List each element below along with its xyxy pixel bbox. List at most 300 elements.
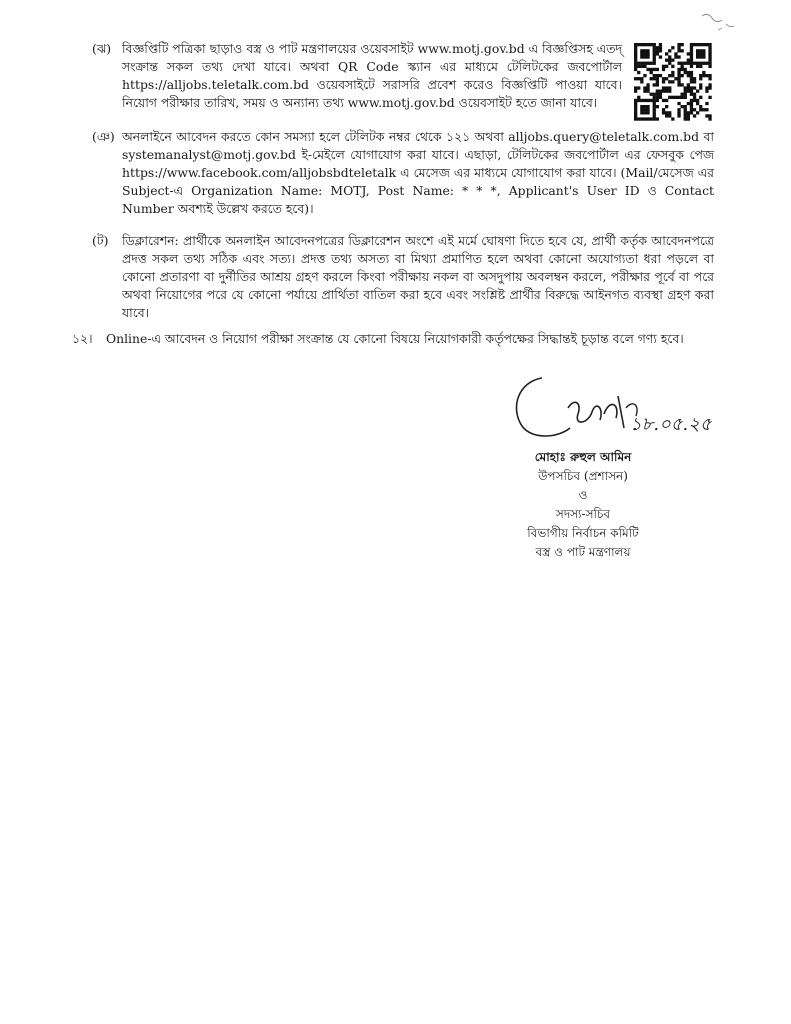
qr-module	[653, 111, 656, 114]
qr-module	[705, 43, 708, 46]
qr-module	[634, 46, 637, 49]
qr-module	[699, 105, 702, 108]
qr-module	[674, 96, 677, 99]
qr-module	[687, 52, 690, 55]
qr-module	[637, 99, 640, 102]
qr-module	[702, 74, 705, 77]
qr-module	[637, 62, 640, 65]
qr-module	[681, 105, 684, 108]
qr-module	[640, 62, 643, 65]
qr-module	[634, 105, 637, 108]
qr-module	[662, 111, 665, 114]
qr-module	[656, 80, 659, 83]
qr-module	[690, 65, 693, 68]
qr-module	[637, 71, 640, 74]
qr-module	[643, 52, 646, 55]
qr-module	[643, 86, 646, 89]
qr-module	[687, 114, 690, 117]
qr-module	[677, 96, 680, 99]
qr-module	[693, 93, 696, 96]
qr-module	[646, 86, 649, 89]
qr-module	[653, 68, 656, 71]
qr-module	[650, 68, 653, 71]
clause-ta	[92, 232, 714, 320]
qr-module	[653, 43, 656, 46]
signatory-designation: উপসচিব (প্রশাসন)	[538, 469, 628, 483]
qr-module	[640, 55, 643, 58]
qr-module	[699, 65, 702, 68]
qr-module	[634, 114, 637, 117]
qr-module	[696, 43, 699, 46]
qr-module	[659, 43, 662, 46]
qr-module	[674, 55, 677, 58]
qr-module	[702, 55, 705, 58]
qr-module	[653, 105, 656, 108]
qr-module	[643, 55, 646, 58]
qr-module	[653, 62, 656, 65]
qr-module	[634, 43, 637, 46]
qr-module	[643, 105, 646, 108]
qr-module	[705, 108, 708, 111]
qr-module	[668, 90, 671, 93]
paragraph-14	[72, 330, 712, 348]
qr-module	[659, 55, 662, 58]
qr-module	[668, 49, 671, 52]
qr-module	[696, 90, 699, 93]
qr-module	[643, 117, 646, 120]
qr-module	[696, 102, 699, 105]
qr-module	[646, 52, 649, 55]
qr-module	[662, 90, 665, 93]
qr-module	[690, 52, 693, 55]
qr-module	[659, 74, 662, 77]
qr-module	[634, 65, 637, 68]
qr-module	[643, 111, 646, 114]
clause-nya	[92, 128, 714, 224]
qr-module	[656, 52, 659, 55]
qr-module	[687, 62, 690, 65]
qr-module	[646, 68, 649, 71]
qr-module	[699, 96, 702, 99]
qr-module	[634, 55, 637, 58]
qr-module	[665, 86, 668, 89]
qr-module	[668, 80, 671, 83]
qr-module	[653, 96, 656, 99]
qr-module	[677, 77, 680, 80]
qr-module	[634, 62, 637, 65]
qr-module	[708, 46, 711, 49]
qr-module	[646, 117, 649, 120]
qr-module	[668, 74, 671, 77]
qr-module	[665, 111, 668, 114]
qr-module	[687, 117, 690, 120]
qr-module	[643, 62, 646, 65]
qr-module	[705, 114, 708, 117]
qr-module	[637, 43, 640, 46]
qr-module	[662, 86, 665, 89]
qr-module	[662, 108, 665, 111]
qr-module	[634, 86, 637, 89]
clause-jha	[92, 40, 622, 118]
qr-module	[640, 65, 643, 68]
signatory-role: সদস্য-সচিব	[555, 507, 611, 521]
qr-module	[671, 74, 674, 77]
qr-module	[668, 86, 671, 89]
qr-module	[650, 99, 653, 102]
qr-module	[696, 99, 699, 102]
qr-module	[634, 108, 637, 111]
qr-module	[656, 90, 659, 93]
qr-module	[693, 62, 696, 65]
qr-module	[684, 90, 687, 93]
qr-module	[702, 52, 705, 55]
qr-module	[671, 59, 674, 62]
qr-module	[699, 83, 702, 86]
qr-module	[640, 99, 643, 102]
qr-module	[690, 59, 693, 62]
qr-module	[653, 102, 656, 105]
qr-module	[671, 80, 674, 83]
qr-module	[662, 77, 665, 80]
qr-module	[646, 62, 649, 65]
qr-module	[687, 74, 690, 77]
qr-module	[665, 105, 668, 108]
qr-module	[684, 68, 687, 71]
qr-module	[656, 93, 659, 96]
qr-module	[646, 55, 649, 58]
qr-module	[646, 99, 649, 102]
qr-module	[656, 83, 659, 86]
qr-module	[653, 108, 656, 111]
qr-module	[690, 105, 693, 108]
qr-module	[690, 43, 693, 46]
qr-module	[699, 86, 702, 89]
qr-module	[634, 117, 637, 120]
qr-module	[684, 96, 687, 99]
qr-module	[656, 96, 659, 99]
qr-module	[646, 43, 649, 46]
qr-module	[690, 111, 693, 114]
qr-module	[690, 93, 693, 96]
qr-module	[643, 90, 646, 93]
qr-module	[702, 108, 705, 111]
qr-module	[708, 62, 711, 65]
qr-module	[699, 108, 702, 111]
qr-module	[684, 71, 687, 74]
clause-marker: (ঞ)	[92, 129, 115, 144]
qr-module	[653, 55, 656, 58]
qr-module	[674, 52, 677, 55]
qr-module	[671, 117, 674, 120]
qr-module	[634, 111, 637, 114]
qr-module	[708, 74, 711, 77]
signatory-name: মোহাঃ রুহুল আমিন	[534, 450, 632, 464]
qr-module	[656, 46, 659, 49]
qr-module	[650, 62, 653, 65]
qr-module	[677, 102, 680, 105]
qr-module	[634, 68, 637, 71]
qr-module	[646, 105, 649, 108]
qr-module	[656, 117, 659, 120]
qr-module	[677, 62, 680, 65]
qr-module	[690, 46, 693, 49]
qr-module	[677, 71, 680, 74]
qr-module	[665, 90, 668, 93]
qr-module	[708, 49, 711, 52]
qr-module	[653, 59, 656, 62]
qr-module	[708, 52, 711, 55]
qr-module	[693, 99, 696, 102]
paragraph-text: Online-এ আবেদন ও নিয়োগ পরীক্ষা সংক্রান্ত যে কোনো বিষয়ে নিয়োগকারী কর্তৃপক্ষের সিদ্ধান্তই চূড়ান্ত বলে গণ্য হবে।	[105, 331, 684, 346]
qr-module	[687, 111, 690, 114]
qr-module	[634, 52, 637, 55]
qr-module	[668, 96, 671, 99]
qr-module	[671, 46, 674, 49]
qr-module	[708, 117, 711, 120]
qr-module	[696, 52, 699, 55]
qr-module	[671, 96, 674, 99]
qr-module	[668, 111, 671, 114]
qr-module	[699, 77, 702, 80]
qr-module	[690, 80, 693, 83]
qr-module	[634, 99, 637, 102]
qr-module	[668, 114, 671, 117]
qr-module	[634, 77, 637, 80]
qr-module	[684, 105, 687, 108]
qr-module	[693, 96, 696, 99]
qr-module	[693, 77, 696, 80]
qr-module	[687, 83, 690, 86]
qr-module	[690, 49, 693, 52]
qr-module	[693, 108, 696, 111]
qr-module	[637, 77, 640, 80]
qr-module	[659, 46, 662, 49]
qr-module	[665, 99, 668, 102]
qr-module	[637, 117, 640, 120]
qr-module	[668, 59, 671, 62]
qr-module	[634, 49, 637, 52]
qr-module	[674, 77, 677, 80]
qr-module	[637, 96, 640, 99]
qr-module	[681, 62, 684, 65]
qr-module	[699, 74, 702, 77]
qr-module	[696, 49, 699, 52]
qr-module	[681, 68, 684, 71]
qr-module	[690, 71, 693, 74]
qr-module	[677, 108, 680, 111]
qr-module	[653, 83, 656, 86]
corner-pen-mark	[698, 6, 738, 36]
qr-module	[653, 114, 656, 117]
signatory-ministry: বস্ত্র ও পাট মন্ত্রণালয়	[535, 545, 631, 559]
qr-module	[693, 114, 696, 117]
qr-module	[634, 102, 637, 105]
qr-module	[677, 74, 680, 77]
qr-module	[656, 77, 659, 80]
qr-module	[643, 65, 646, 68]
qr-module	[693, 80, 696, 83]
qr-module	[705, 86, 708, 89]
qr-module	[687, 90, 690, 93]
qr-module	[708, 114, 711, 117]
qr-module	[640, 108, 643, 111]
qr-module	[677, 46, 680, 49]
qr-module	[650, 117, 653, 120]
qr-module	[690, 86, 693, 89]
qr-module	[696, 65, 699, 68]
qr-module	[646, 111, 649, 114]
qr-module	[677, 83, 680, 86]
qr-module	[687, 71, 690, 74]
qr-module	[696, 55, 699, 58]
qr-module	[662, 99, 665, 102]
qr-module	[677, 55, 680, 58]
qr-module	[684, 108, 687, 111]
qr-module	[677, 43, 680, 46]
qr-module	[681, 65, 684, 68]
clause-text: ডিক্লারেশন: প্রার্থীকে অনলাইন আবেদনপত্রের ডিক্লারেশন অংশে এই মর্মে ঘোষণা দিতে হবে যে, প্রার্থী কর্তৃক আবেদনপত্রে প্রদত্ত সকল তথ্য সঠিক এবং সত্য। প্রদত্ত তথ্য অসত্য বা মিথ্যা প্রমাণিত হলে অথবা কোনো অযোগ্যতা ধরা পড়লে বা কোনো প্রতারণা বা দুর্নীতির আশ্রয় গ্রহণ করলে কিংবা পরীক্ষায় নকল বা অসদুপায় অবলম্বন করলে, পরীক্ষার পূর্বে বা পরে অথবা নিয়োগের পরে যে কোনো পর্যায়ে প্রার্থিতা বাতিল করা হবে এবং সংশ্লিষ্ট প্রার্থীর বিরুদ্ধে আইনগত ব্যবস্থা গ্রহণ করা যাবে।	[122, 233, 714, 320]
qr-module	[643, 43, 646, 46]
qr-module	[702, 49, 705, 52]
qr-module	[705, 62, 708, 65]
qr-module	[659, 93, 662, 96]
qr-module	[690, 62, 693, 65]
qr-module	[699, 43, 702, 46]
qr-module	[671, 71, 674, 74]
qr-module	[668, 55, 671, 58]
qr-module	[708, 55, 711, 58]
qr-module	[653, 117, 656, 120]
qr-module	[634, 90, 637, 93]
qr-module	[640, 49, 643, 52]
qr-module	[656, 105, 659, 108]
qr-module	[681, 83, 684, 86]
clause-marker: (ঝ)	[92, 41, 112, 56]
qr-module	[684, 86, 687, 89]
qr-module	[699, 55, 702, 58]
qr-module	[702, 43, 705, 46]
qr-module	[708, 77, 711, 80]
qr-module	[659, 90, 662, 93]
clause-text: অনলাইনে আবেদন করতে কোন সমস্যা হলে টেলিটক নম্বর থেকে ১২১ অথবা alljobs.query@teletalk.com.bd বা systemanalyst@motj.gov.bd ই-মেইলে যোগাযোগ করা যাবে। এছাড়া, টেলিটকের জবপোর্টাল এর ফেসবুক পেজ https://www.facebook.com/alljobsbdteletalk এ মেসেজ এর মাধ্যমে যোগাযোগ করা যাবে। (Mail/মেসেজ এর Subject-এ Organization Name: MOTJ, Post Name: * * *, Applicant's User ID ও Contact Number অবশ্যই উল্লেখ করতে হবে)।	[122, 129, 714, 216]
qr-module	[640, 111, 643, 114]
qr-module	[702, 62, 705, 65]
qr-module	[699, 52, 702, 55]
clause-marker: (ট)	[92, 233, 109, 248]
qr-module	[690, 74, 693, 77]
qr-module	[656, 74, 659, 77]
qr-module	[708, 96, 711, 99]
qr-module	[656, 99, 659, 102]
qr-module	[687, 59, 690, 62]
qr-module	[665, 114, 668, 117]
qr-module	[708, 65, 711, 68]
qr-module	[637, 86, 640, 89]
qr-module	[681, 49, 684, 52]
qr-module	[699, 49, 702, 52]
signatory-conjunction: ও	[578, 488, 588, 502]
qr-module	[708, 83, 711, 86]
qr-module	[690, 55, 693, 58]
qr-module	[640, 117, 643, 120]
qr-module	[646, 90, 649, 93]
qr-module	[699, 62, 702, 65]
qr-module	[677, 49, 680, 52]
qr-module	[653, 74, 656, 77]
qr-module	[646, 83, 649, 86]
qr-module	[681, 43, 684, 46]
qr-module	[646, 108, 649, 111]
qr-module	[690, 108, 693, 111]
qr-module	[656, 68, 659, 71]
qr-module	[702, 71, 705, 74]
qr-module	[653, 49, 656, 52]
qr-module	[677, 114, 680, 117]
paragraph-number: ১২।	[72, 331, 93, 346]
signatory-block	[508, 448, 658, 562]
qr-module	[653, 99, 656, 102]
qr-module	[677, 80, 680, 83]
qr-module	[684, 62, 687, 65]
qr-module	[643, 74, 646, 77]
qr-module	[665, 52, 668, 55]
qr-module	[687, 86, 690, 89]
qr-module	[643, 108, 646, 111]
qr-module	[708, 59, 711, 62]
qr-code-image[interactable]	[632, 42, 714, 122]
qr-module	[650, 71, 653, 74]
qr-module	[693, 86, 696, 89]
qr-module	[684, 111, 687, 114]
qr-module	[684, 117, 687, 120]
qr-module	[640, 43, 643, 46]
qr-module	[653, 52, 656, 55]
qr-module	[705, 74, 708, 77]
qr-module	[681, 74, 684, 77]
qr-module	[690, 77, 693, 80]
qr-module	[646, 49, 649, 52]
qr-module	[656, 49, 659, 52]
clause-text: বিজ্ঞপ্তিটি পত্রিকা ছাড়াও বস্ত্র ও পাট মন্ত্রণালয়ের ওয়েবসাইট www.motj.gov.bd এ বিজ্ঞপ্তিসহ এতদ্ সংক্রান্ত সকল তথ্য দেখা যাবে। অথবা QR Code স্ক্যান এর মাধ্যমে টেলিটকের জবপোর্টাল https://alljobs.teletalk.com.bd ওয়েবসাইটে সরাসরি প্রবেশ করেও বিজ্ঞপ্তিটি পাওয়া যাবে। নিয়োগ পরীক্ষার তারিখ, সময় ও অন্যান্য তথ্য www.motj.gov.bd ওয়েবসাইট হতে জানা যাবে।	[122, 41, 622, 110]
qr-module	[659, 49, 662, 52]
qr-module	[696, 111, 699, 114]
qr-module	[640, 52, 643, 55]
qr-module	[690, 102, 693, 105]
qr-module	[690, 99, 693, 102]
qr-module	[643, 49, 646, 52]
qr-module	[681, 93, 684, 96]
qr-module	[690, 90, 693, 93]
qr-module	[693, 43, 696, 46]
qr-module	[708, 86, 711, 89]
qr-module	[705, 90, 708, 93]
signature-date: ১৮.০৫.২৫	[630, 414, 712, 435]
qr-module	[668, 62, 671, 65]
qr-module	[662, 68, 665, 71]
qr-module	[665, 77, 668, 80]
qr-module	[659, 96, 662, 99]
qr-module	[705, 102, 708, 105]
qr-module	[665, 59, 668, 62]
qr-module	[653, 46, 656, 49]
qr-module	[653, 93, 656, 96]
qr-module	[650, 77, 653, 80]
qr-module	[684, 93, 687, 96]
qr-module	[708, 43, 711, 46]
qr-module	[634, 59, 637, 62]
qr-module	[677, 111, 680, 114]
qr-module	[687, 102, 690, 105]
